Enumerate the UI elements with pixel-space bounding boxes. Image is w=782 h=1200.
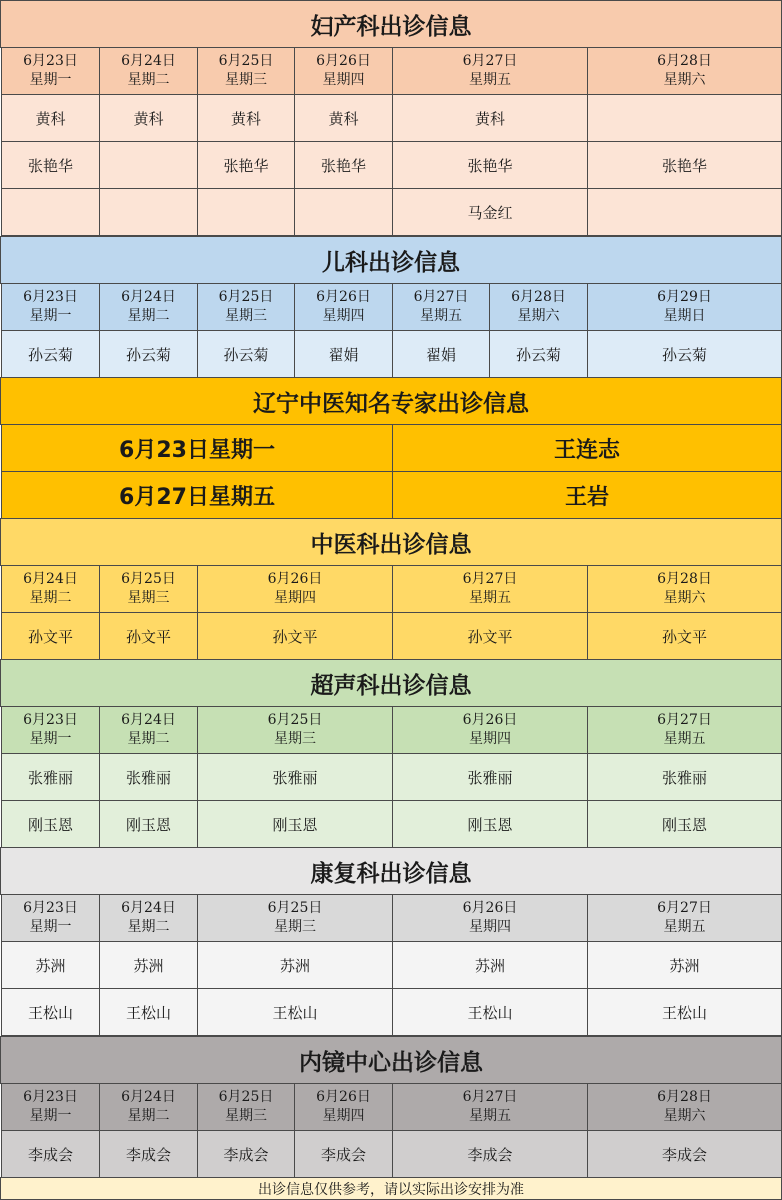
pediatrics-doctor-cell: 翟娟: [392, 330, 490, 378]
rehab-date-header: 6月27日 星期五: [587, 894, 782, 942]
endoscopy-doctor-cell: 李成会: [392, 1130, 588, 1178]
ultrasound-doctor-cell: 刚玉恩: [99, 800, 198, 848]
gynecology-doctor-cell: 张艳华: [294, 141, 393, 189]
rehab-date-header: 6月25日 星期三: [197, 894, 393, 942]
gynecology-doctor-cell: 黄科: [1, 94, 100, 142]
pediatrics-doctor-cell: 孙云菊: [99, 330, 198, 378]
gynecology-doctor-cell: [197, 188, 295, 236]
rehab-doctor-cell: 王松山: [587, 988, 782, 1036]
ultrasound-title: 超声科出诊信息: [0, 659, 782, 707]
ultrasound-doctor-cell: 刚玉恩: [392, 800, 588, 848]
gynecology-date-header: 6月26日 星期四: [294, 47, 393, 95]
tcm-date-header: 6月24日 星期二: [1, 565, 100, 613]
rehab-date-header: 6月24日 星期二: [99, 894, 198, 942]
rehab-doctor-cell: 苏洲: [587, 941, 782, 989]
rehab-date-header: 6月23日 星期一: [1, 894, 100, 942]
gynecology-doctor-cell: 黄科: [294, 94, 393, 142]
footer-note: 出诊信息仅供参考，请以实际出诊安排为准: [0, 1177, 782, 1200]
tcm-title: 中医科出诊信息: [0, 518, 782, 566]
rehab-date-header: 6月26日 星期四: [392, 894, 588, 942]
ultrasound-doctor-cell: 张雅丽: [587, 753, 782, 801]
rehab-doctor-cell: 苏洲: [392, 941, 588, 989]
tcm-doctor-cell: 孙文平: [99, 612, 198, 660]
endoscopy-doctor-cell: 李成会: [197, 1130, 295, 1178]
tcm-date-header: 6月25日 星期三: [99, 565, 198, 613]
gynecology-doctor-cell: [99, 188, 198, 236]
rehab-doctor-cell: 苏洲: [197, 941, 393, 989]
gynecology-doctor-cell: 张艳华: [587, 141, 782, 189]
endoscopy-doctor-cell: 李成会: [99, 1130, 198, 1178]
rehab-doctor-cell: 王松山: [99, 988, 198, 1036]
tcm-doctor-cell: 孙文平: [587, 612, 782, 660]
experts-title: 辽宁中医知名专家出诊信息: [0, 377, 782, 425]
gynecology-date-header: 6月24日 星期二: [99, 47, 198, 95]
ultrasound-doctor-cell: 张雅丽: [197, 753, 393, 801]
pediatrics-doctor-cell: 孙云菊: [489, 330, 588, 378]
tcm-date-header: 6月26日 星期四: [197, 565, 393, 613]
pediatrics-date-header: 6月23日 星期一: [1, 283, 100, 331]
gynecology-title: 妇产科出诊信息: [0, 0, 782, 48]
endoscopy-date-header: 6月26日 星期四: [294, 1083, 393, 1131]
gynecology-doctor-cell: [294, 188, 393, 236]
ultrasound-doctor-cell: 刚玉恩: [587, 800, 782, 848]
gynecology-doctor-cell: 张艳华: [1, 141, 100, 189]
tcm-date-header: 6月28日 星期六: [587, 565, 782, 613]
pediatrics-date-header: 6月27日 星期五: [392, 283, 490, 331]
ultrasound-date-header: 6月27日 星期五: [587, 706, 782, 754]
ultrasound-date-header: 6月23日 星期一: [1, 706, 100, 754]
gynecology-date-header: 6月25日 星期三: [197, 47, 295, 95]
ultrasound-date-header: 6月25日 星期三: [197, 706, 393, 754]
pediatrics-doctor-cell: 翟娟: [294, 330, 393, 378]
pediatrics-doctor-cell: 孙云菊: [587, 330, 782, 378]
ultrasound-date-header: 6月24日 星期二: [99, 706, 198, 754]
gynecology-doctor-cell: 黄科: [197, 94, 295, 142]
tcm-doctor-cell: 孙文平: [197, 612, 393, 660]
tcm-doctor-cell: 孙文平: [1, 612, 100, 660]
pediatrics-title: 儿科出诊信息: [0, 236, 782, 284]
rehab-doctor-cell: 王松山: [197, 988, 393, 1036]
gynecology-date-header: 6月27日 星期五: [392, 47, 588, 95]
endoscopy-date-header: 6月24日 星期二: [99, 1083, 198, 1131]
ultrasound-date-header: 6月26日 星期四: [392, 706, 588, 754]
endoscopy-date-header: 6月25日 星期三: [197, 1083, 295, 1131]
gynecology-doctor-cell: [587, 94, 782, 142]
tcm-date-header: 6月27日 星期五: [392, 565, 588, 613]
gynecology-doctor-cell: [99, 141, 198, 189]
expert-name: 王岩: [392, 471, 782, 519]
endoscopy-doctor-cell: 李成会: [1, 1130, 100, 1178]
gynecology-doctor-cell: [1, 188, 100, 236]
ultrasound-doctor-cell: 张雅丽: [99, 753, 198, 801]
endoscopy-date-header: 6月23日 星期一: [1, 1083, 100, 1131]
gynecology-doctor-cell: 张艳华: [392, 141, 588, 189]
rehab-doctor-cell: 王松山: [1, 988, 100, 1036]
rehab-doctor-cell: 苏洲: [1, 941, 100, 989]
pediatrics-date-header: 6月28日 星期六: [489, 283, 588, 331]
pediatrics-date-header: 6月25日 星期三: [197, 283, 295, 331]
gynecology-doctor-cell: 黄科: [99, 94, 198, 142]
endoscopy-date-header: 6月27日 星期五: [392, 1083, 588, 1131]
ultrasound-doctor-cell: 张雅丽: [392, 753, 588, 801]
endoscopy-title: 内镜中心出诊信息: [0, 1036, 782, 1084]
endoscopy-doctor-cell: 李成会: [587, 1130, 782, 1178]
expert-date: 6月27日星期五: [1, 471, 393, 519]
gynecology-doctor-cell: 黄科: [392, 94, 588, 142]
ultrasound-doctor-cell: 刚玉恩: [1, 800, 100, 848]
pediatrics-date-header: 6月29日 星期日: [587, 283, 782, 331]
gynecology-date-header: 6月23日 星期一: [1, 47, 100, 95]
tcm-doctor-cell: 孙文平: [392, 612, 588, 660]
gynecology-doctor-cell: 张艳华: [197, 141, 295, 189]
rehab-doctor-cell: 苏洲: [99, 941, 198, 989]
rehab-title: 康复科出诊信息: [0, 847, 782, 895]
ultrasound-doctor-cell: 刚玉恩: [197, 800, 393, 848]
pediatrics-doctor-cell: 孙云菊: [1, 330, 100, 378]
rehab-doctor-cell: 王松山: [392, 988, 588, 1036]
pediatrics-date-header: 6月26日 星期四: [294, 283, 393, 331]
expert-date: 6月23日星期一: [1, 424, 393, 472]
gynecology-date-header: 6月28日 星期六: [587, 47, 782, 95]
gynecology-doctor-cell: [587, 188, 782, 236]
ultrasound-doctor-cell: 张雅丽: [1, 753, 100, 801]
endoscopy-doctor-cell: 李成会: [294, 1130, 393, 1178]
expert-name: 王连志: [392, 424, 782, 472]
gynecology-doctor-cell: 马金红: [392, 188, 588, 236]
endoscopy-date-header: 6月28日 星期六: [587, 1083, 782, 1131]
pediatrics-date-header: 6月24日 星期二: [99, 283, 198, 331]
pediatrics-doctor-cell: 孙云菊: [197, 330, 295, 378]
